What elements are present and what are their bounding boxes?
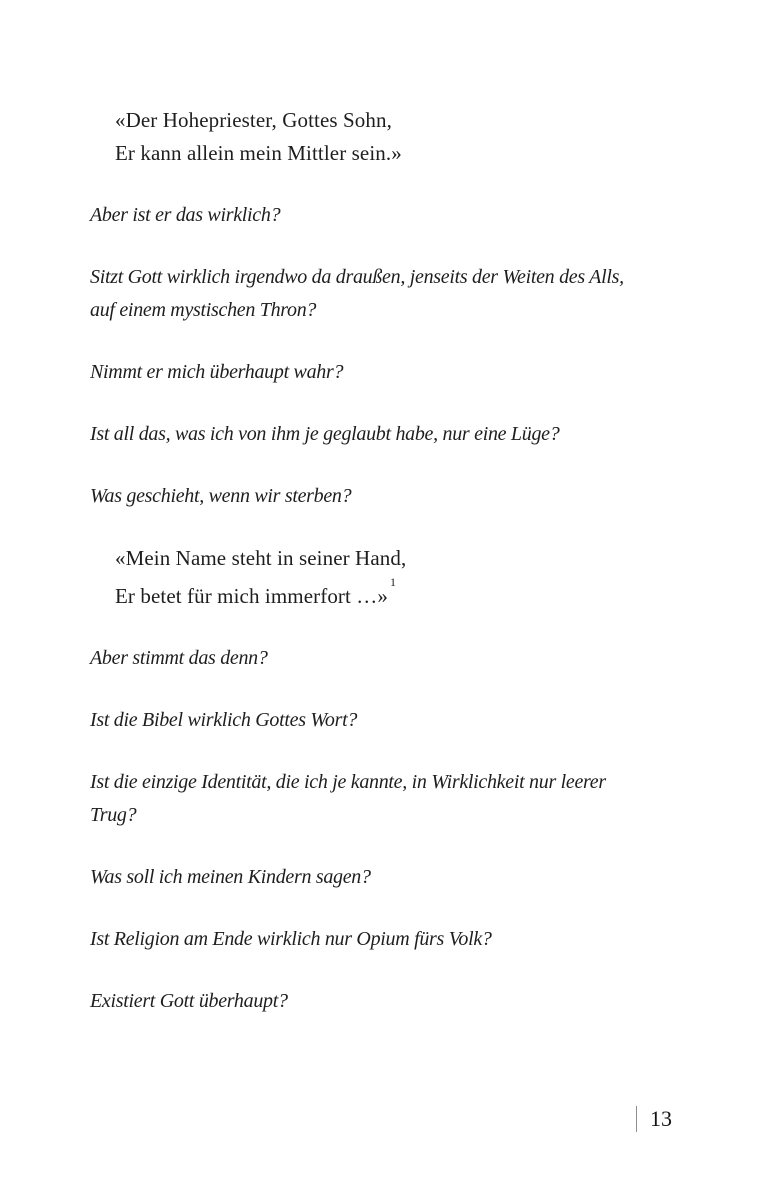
question-text: Aber ist er das wirklich? bbox=[90, 204, 281, 226]
question-paragraph bbox=[90, 704, 672, 737]
page-footer bbox=[636, 1106, 672, 1132]
question-text: Sitzt Gott wirklich irgendwo da draußen, jenseits der Weiten des Alls, bbox=[90, 266, 624, 288]
question-paragraph bbox=[90, 480, 672, 513]
quote-line-text: Er betet für mich immerfort …» bbox=[115, 584, 388, 608]
quote-block-hymn-2 bbox=[115, 542, 672, 613]
quote-block-hymn-1 bbox=[115, 104, 672, 170]
question-text: Ist die Bibel wirklich Gottes Wort? bbox=[90, 709, 358, 731]
question-paragraph bbox=[90, 199, 672, 232]
question-text: Was geschieht, wenn wir sterben? bbox=[90, 485, 352, 507]
footnote-reference: 1 bbox=[390, 575, 396, 589]
quote-line: Er kann allein mein Mittler sein.» bbox=[115, 141, 402, 165]
quote-line: «Mein Name steht in seiner Hand, bbox=[115, 546, 407, 570]
question-paragraph bbox=[90, 356, 672, 389]
question-paragraph bbox=[90, 418, 672, 451]
page-number-divider bbox=[636, 1106, 637, 1132]
question-text: Aber stimmt das denn? bbox=[90, 647, 268, 669]
question-paragraph bbox=[90, 923, 672, 956]
question-text: Ist all das, was ich von ihm je geglaubt habe, nur eine Lüge? bbox=[90, 423, 560, 445]
question-text: auf einem mystischen Thron? bbox=[90, 299, 317, 321]
question-paragraph bbox=[90, 261, 672, 327]
question-paragraph bbox=[90, 766, 672, 832]
question-paragraph bbox=[90, 985, 672, 1018]
question-text: Trug? bbox=[90, 804, 137, 826]
question-paragraph bbox=[90, 861, 672, 894]
question-text: Nimmt er mich überhaupt wahr? bbox=[90, 361, 344, 383]
question-paragraph bbox=[90, 642, 672, 675]
page-number: 13 bbox=[650, 1106, 672, 1131]
question-text: Was soll ich meinen Kindern sagen? bbox=[90, 866, 371, 888]
quote-line: «Der Hohepriester, Gottes Sohn, bbox=[115, 108, 392, 132]
question-text: Ist die einzige Identität, die ich je kannte, in Wirklichkeit nur leerer bbox=[90, 771, 606, 793]
question-text: Existiert Gott überhaupt? bbox=[90, 990, 288, 1012]
page-content bbox=[90, 104, 672, 1047]
question-text: Ist Religion am Ende wirklich nur Opium fürs Volk? bbox=[90, 928, 492, 950]
quote-line bbox=[115, 575, 672, 613]
